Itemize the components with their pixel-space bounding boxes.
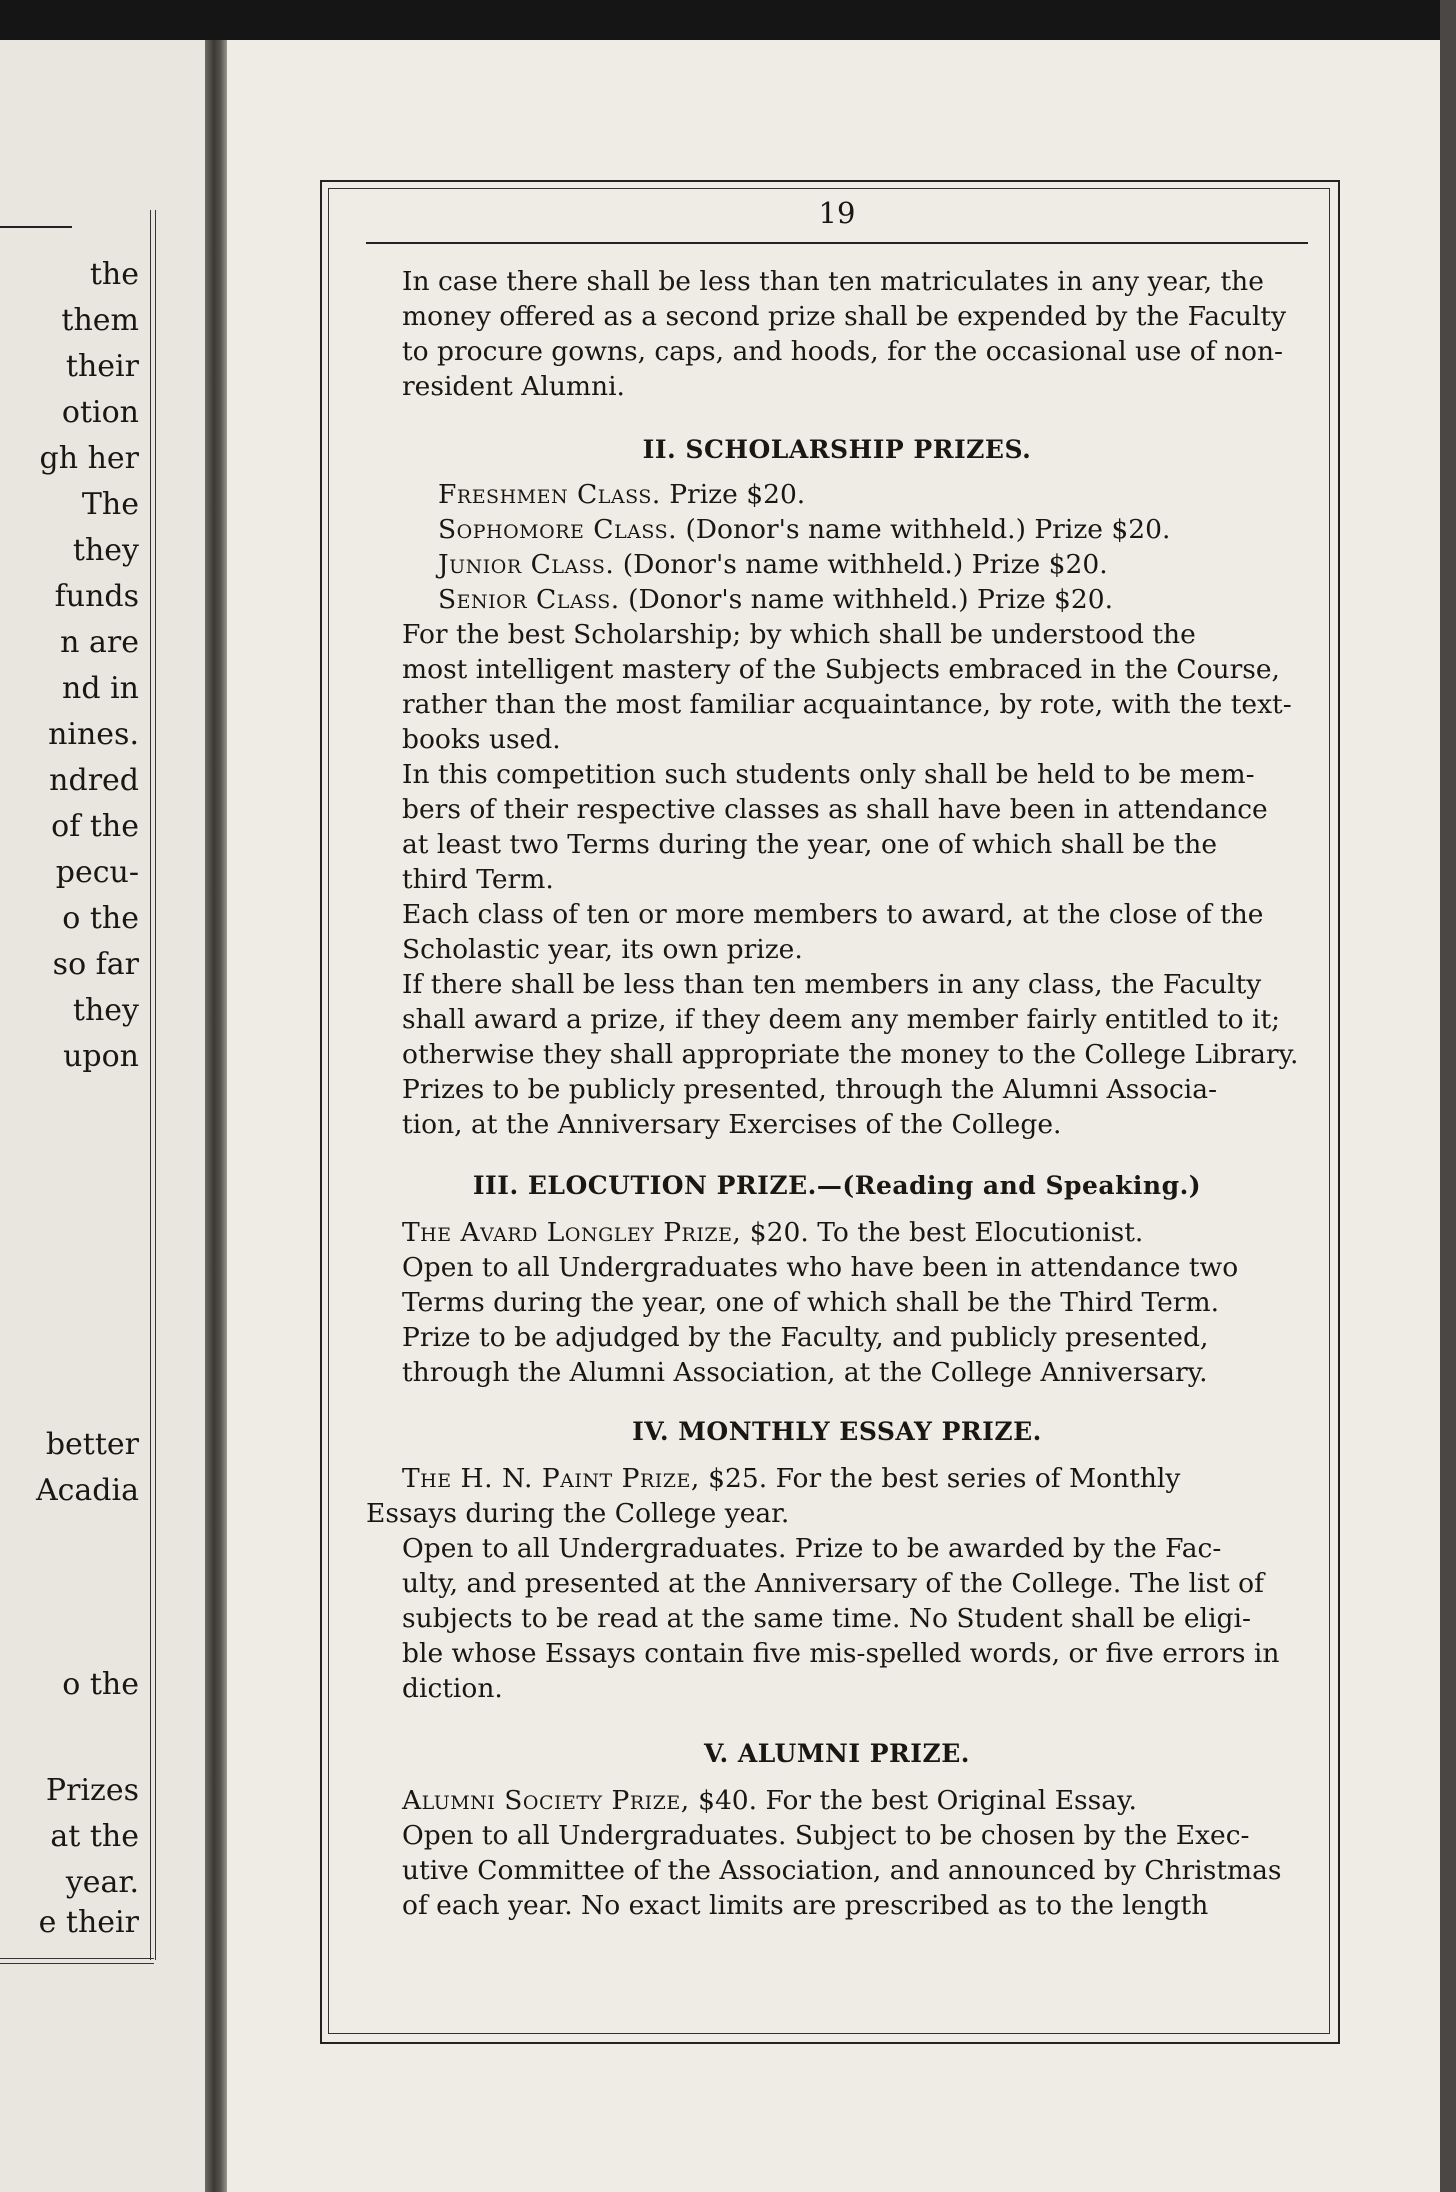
elocution-paragraph-3: [366, 1320, 1308, 1390]
scan-top-border: [0, 0, 1456, 40]
text-line: bers of their respective classes as shall have been in attendance: [402, 794, 1268, 825]
class-prize-text: Prize $20.: [660, 479, 806, 510]
page-content: [366, 192, 1308, 1923]
left-page-line: them: [61, 303, 139, 338]
text-line: Each class of ten or more members to award, at the close of the: [402, 899, 1264, 930]
scholarship-paragraph-3: [366, 897, 1308, 967]
left-page-line: better: [45, 1427, 139, 1462]
class-prize-junior: [366, 547, 1308, 582]
left-page-line: nines.: [48, 717, 139, 752]
text-line: Prize to be adjudged by the Faculty, and publicly presented,: [402, 1322, 1209, 1353]
text-line: rather than the most familiar acquaintance, by rote, with the text-: [402, 689, 1292, 720]
text-line: to procure gowns, caps, and hoods, for the occasional use of non-: [402, 336, 1284, 367]
class-prize-freshmen: [366, 477, 1308, 512]
class-prize-senior: [366, 582, 1308, 617]
alumni-paragraph-1: [366, 1783, 1308, 1818]
essay-paragraph-1: [366, 1461, 1308, 1531]
text-line: Prizes to be publicly presented, through the Alumni Associa-: [402, 1074, 1218, 1105]
text-line: Scholastic year, its own prize.: [402, 934, 803, 965]
text-line: otherwise they shall appropriate the money to the College Library.: [402, 1039, 1299, 1070]
text-line: Essays during the College year.: [366, 1498, 790, 1529]
class-prize-text: (Donor's name withheld.) Prize $20.: [677, 514, 1171, 545]
class-name: Sophomore Class.: [438, 514, 678, 545]
prize-text: $25. For the best series of Monthly: [699, 1463, 1181, 1494]
text-line: third Term.: [402, 864, 554, 895]
class-prize-sophomore: [366, 512, 1308, 547]
text-line: Open to all Undergraduates who have been in attendance two: [402, 1252, 1239, 1283]
left-page-line: e their: [38, 1905, 139, 1940]
left-page-line: so far: [52, 947, 139, 982]
text-line: For the best Scholarship; by which shall be understood the: [402, 619, 1196, 650]
left-page-line: n are: [60, 625, 139, 660]
scholarship-paragraph-4: [366, 967, 1308, 1072]
page-header: [366, 192, 1308, 248]
prize-text: $20. To the best Elocutionist.: [741, 1217, 1144, 1248]
text-line: tion, at the Anniversary Exercises of the College.: [402, 1109, 1062, 1140]
left-page-line: Acadia: [35, 1473, 139, 1508]
prize-name: The H. N. Paint Prize,: [402, 1463, 700, 1494]
text-line: [366, 1461, 1308, 1496]
left-page-line: ndred: [49, 763, 139, 798]
essay-paragraph-2: [366, 1531, 1308, 1706]
alumni-paragraph-2: [366, 1818, 1308, 1923]
book-gutter: [205, 40, 227, 2192]
left-page-rule: [0, 226, 72, 228]
text-line: Open to all Undergraduates. Subject to be chosen by the Exec-: [402, 1820, 1250, 1851]
left-page-line: the: [89, 257, 139, 292]
text-line: utive Committee of the Association, and announced by Christmas: [402, 1855, 1282, 1886]
text-line: of each year. No exact limits are prescribed as to the length: [402, 1890, 1209, 1921]
text-line: through the Alumni Association, at the College Anniversary.: [402, 1357, 1208, 1388]
left-page-line: year.: [65, 1865, 139, 1900]
left-page-line: o the: [62, 901, 139, 936]
text-line: money offered as a second prize shall be expended by the Faculty: [402, 301, 1287, 332]
class-name: Freshmen Class.: [438, 479, 661, 510]
text-line: shall award a prize, if they deem any member fairly entitled to it;: [402, 1004, 1281, 1035]
section-heading-alumni: V. ALUMNI PRIZE.: [703, 1739, 971, 1768]
text-line: at least two Terms during the year, one of which shall be the: [402, 829, 1218, 860]
intro-paragraph: [366, 264, 1308, 404]
section-heading-scholarship: II. SCHOLARSHIP PRIZES.: [642, 435, 1032, 464]
left-page-line: of the: [51, 809, 139, 844]
left-page-line: The: [81, 487, 139, 522]
section-heading-elocution: III. ELOCUTION PRIZE.—(Reading and Speaking.): [472, 1171, 1202, 1200]
left-page-line: Prizes: [45, 1773, 139, 1808]
left-page-line: o the: [62, 1667, 139, 1702]
left-page-line: at the: [50, 1819, 139, 1854]
left-page-line: pecu-: [55, 855, 139, 890]
class-name: Junior Class.: [438, 549, 615, 580]
left-page-fragment: [0, 40, 205, 2192]
header-rule: [366, 242, 1308, 244]
elocution-paragraph-2: [366, 1250, 1308, 1320]
text-line: If there shall be less than ten members in any class, the Faculty: [402, 969, 1262, 1000]
text-line: In this competition such students only shall be held to be mem-: [402, 759, 1255, 790]
text-line: diction.: [402, 1673, 503, 1704]
scholarship-paragraph-5: [366, 1072, 1308, 1142]
text-line: most intelligent mastery of the Subjects embraced in the Course,: [402, 654, 1280, 685]
scholarship-paragraph-2: [366, 757, 1308, 897]
section-heading-monthly-essay: IV. MONTHLY ESSAY PRIZE.: [632, 1417, 1042, 1446]
left-page-frame-border: [150, 210, 156, 1960]
left-page-line: gh her: [39, 441, 139, 476]
text-line: ble whose Essays contain five mis-spelled words, or five errors in: [402, 1638, 1280, 1669]
left-page-frame-bottom: [0, 1958, 154, 1964]
left-page-line: they: [72, 533, 139, 568]
left-page-line: their: [65, 349, 139, 384]
text-line: Open to all Undergraduates. Prize to be awarded by the Fac-: [402, 1533, 1222, 1564]
prize-name: The Avard Longley Prize,: [402, 1217, 742, 1248]
class-prize-text: (Donor's name withheld.) Prize $20.: [614, 549, 1108, 580]
text-line: subjects to be read at the same time. No Student shall be eligi-: [402, 1603, 1251, 1634]
scholarship-paragraph-1: [366, 617, 1308, 757]
prize-name: Alumni Society Prize,: [402, 1785, 690, 1816]
text-line: ulty, and presented at the Anniversary of the College. The list of: [402, 1568, 1264, 1599]
text-line: In case there shall be less than ten matriculates in any year, the: [402, 266, 1264, 297]
page-number: 19: [818, 196, 856, 230]
text-line: resident Alumni.: [402, 371, 625, 402]
class-name: Senior Class.: [438, 584, 620, 615]
prize-text: $40. For the best Original Essay.: [689, 1785, 1137, 1816]
elocution-paragraph-1: [366, 1215, 1308, 1250]
left-page-line: nd in: [62, 671, 139, 706]
text-line: Terms during the year, one of which shall be the Third Term.: [402, 1287, 1220, 1318]
left-page-line: they: [72, 993, 139, 1028]
left-page-line: otion: [61, 395, 139, 430]
left-page-line: funds: [54, 579, 139, 614]
scan-right-border: [1440, 0, 1456, 2192]
text-line: books used.: [402, 724, 561, 755]
class-prize-text: (Donor's name withheld.) Prize $20.: [619, 584, 1114, 615]
left-page-line: upon: [63, 1039, 139, 1074]
